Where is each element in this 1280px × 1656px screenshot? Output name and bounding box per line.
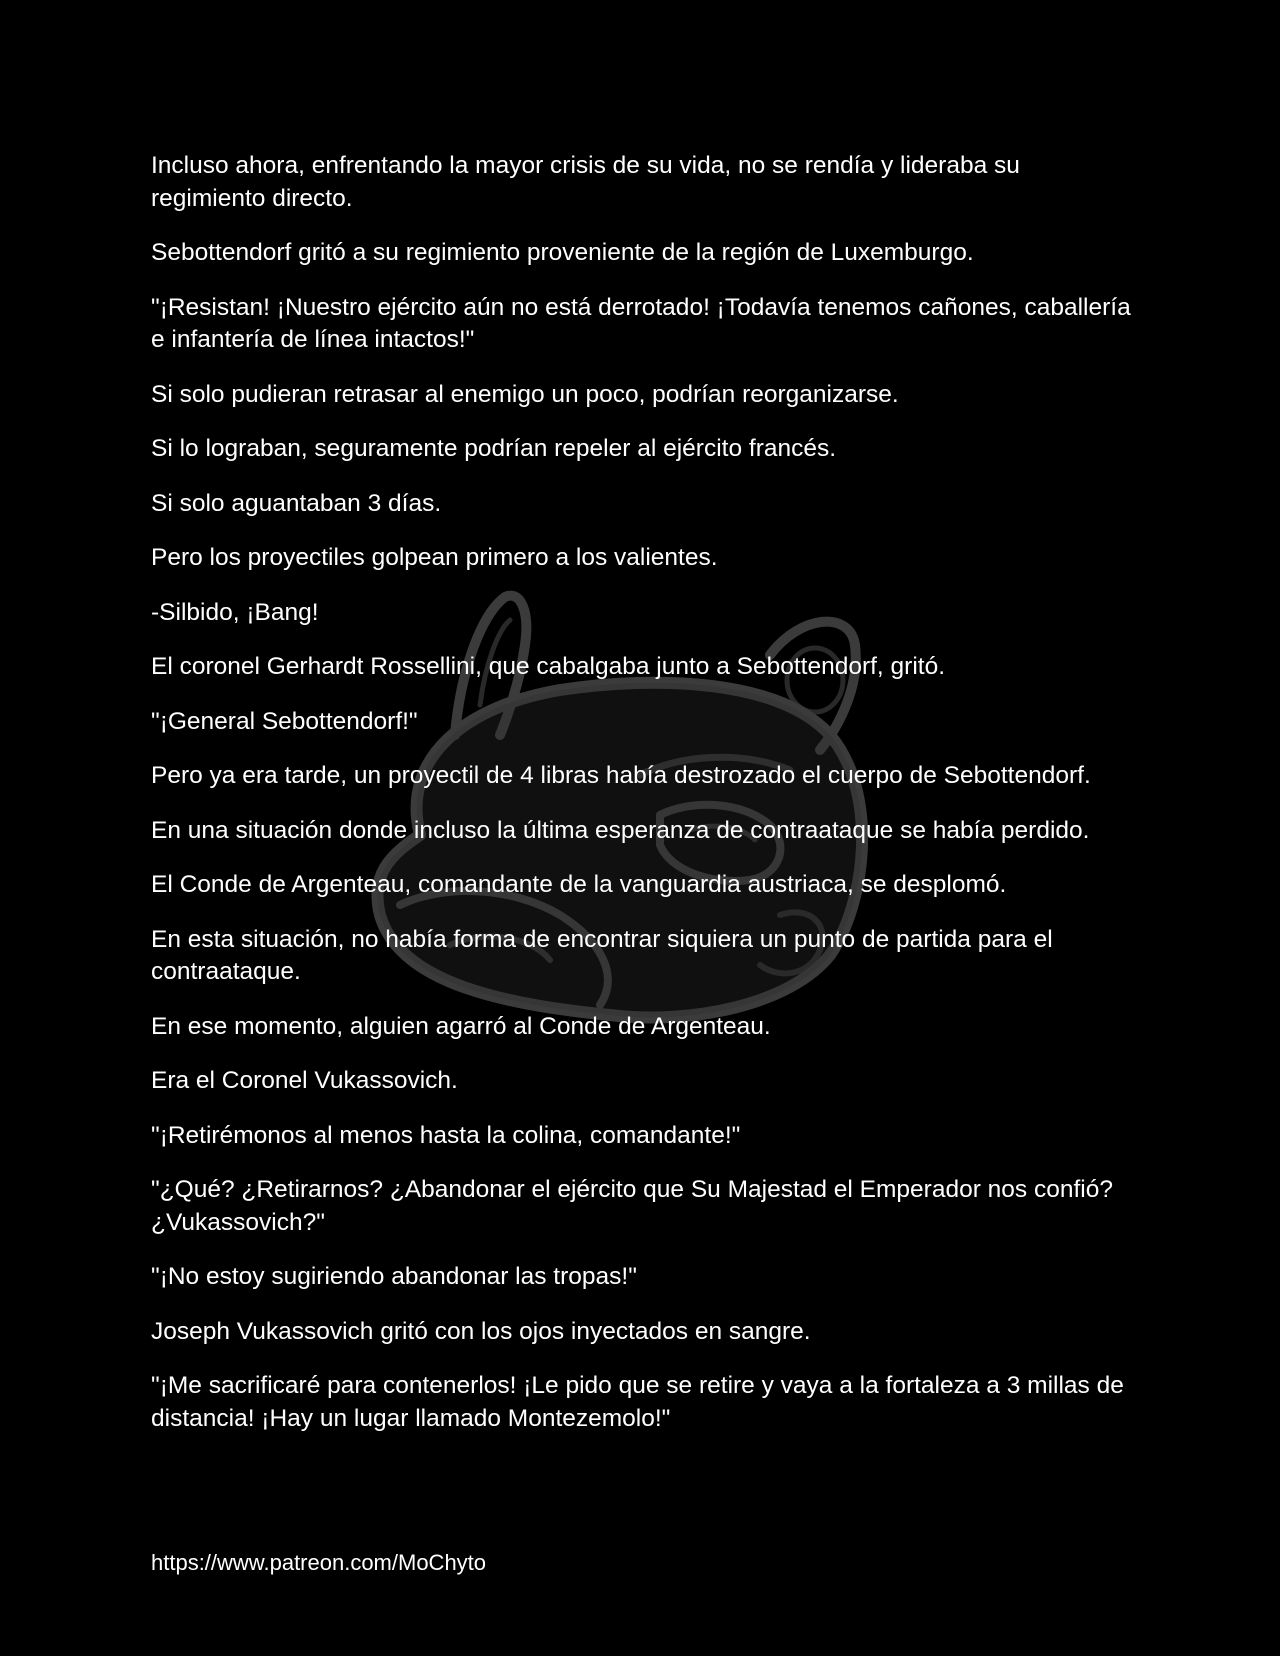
paragraph: En esta situación, no había forma de encontrar siquiera un punto de partida para el contraataque. xyxy=(151,925,1053,985)
paragraph: En una situación donde incluso la última esperanza de contraataque se había perdido. xyxy=(151,816,1090,844)
paragraph: "¡No estoy sugiriendo abandonar las tropas!" xyxy=(151,1263,637,1290)
paragraph: En ese momento, alguien agarró al Conde de Argenteau. xyxy=(151,1012,771,1040)
patreon-link[interactable]: https://www.patreon.com/MoChyto xyxy=(151,1550,487,1575)
paragraph: Si lo lograban, seguramente podrían repeler al ejército francés. xyxy=(151,435,837,462)
paragraph: Joseph Vukassovich gritó con los ojos inyectados en sangre. xyxy=(151,1317,811,1345)
paragraph: El Conde de Argenteau, comandante de la vanguardia austriaca, se desplomó. xyxy=(151,871,1007,898)
paragraph: Si solo aguantaban 3 días. xyxy=(151,489,442,517)
paragraph: Pero ya era tarde, un proyectil de 4 libras había destrozado el cuerpo de Sebottendorf. xyxy=(151,762,1091,789)
paragraph: Pero los proyectiles golpean primero a los valientes. xyxy=(151,544,718,571)
paragraph: "¡Retirémonos al menos hasta la colina, comandante!" xyxy=(151,1121,741,1149)
paragraph: El coronel Gerhardt Rossellini, que cabalgaba junto a Sebottendorf, gritó. xyxy=(151,653,946,680)
paragraph: "¡Resistan! ¡Nuestro ejército aún no está derrotado! ¡Todavía tenemos cañones, caballería e infantería de línea intactos!" xyxy=(151,293,1131,353)
paragraph: Sebottendorf gritó a su regimiento proveniente de la región de Luxemburgo. xyxy=(151,239,974,266)
paragraph: "¿Qué? ¿Retirarnos? ¿Abandonar el ejército que Su Majestad el Emperador nos confió? ¿Vukassovich?" xyxy=(151,1176,1113,1236)
chapter-text xyxy=(151,150,1131,1457)
paragraph: "¡Me sacrificaré para contenerlos! ¡Le pido que se retire y vaya a la fortaleza a 3 millas de distancia! ¡Hay un lugar llamado Montezemolo!" xyxy=(151,1372,1124,1432)
paragraph: Si solo pudieran retrasar al enemigo un poco, podrían reorganizarse. xyxy=(151,380,899,408)
paragraph: Incluso ahora, enfrentando la mayor crisis de su vida, no se rendía y lideraba su regimiento directo. xyxy=(151,152,1020,212)
paragraph: -Silbido, ¡Bang! xyxy=(151,598,319,626)
paragraph: Era el Coronel Vukassovich. xyxy=(151,1067,458,1094)
paragraph: "¡General Sebottendorf!" xyxy=(151,707,418,735)
